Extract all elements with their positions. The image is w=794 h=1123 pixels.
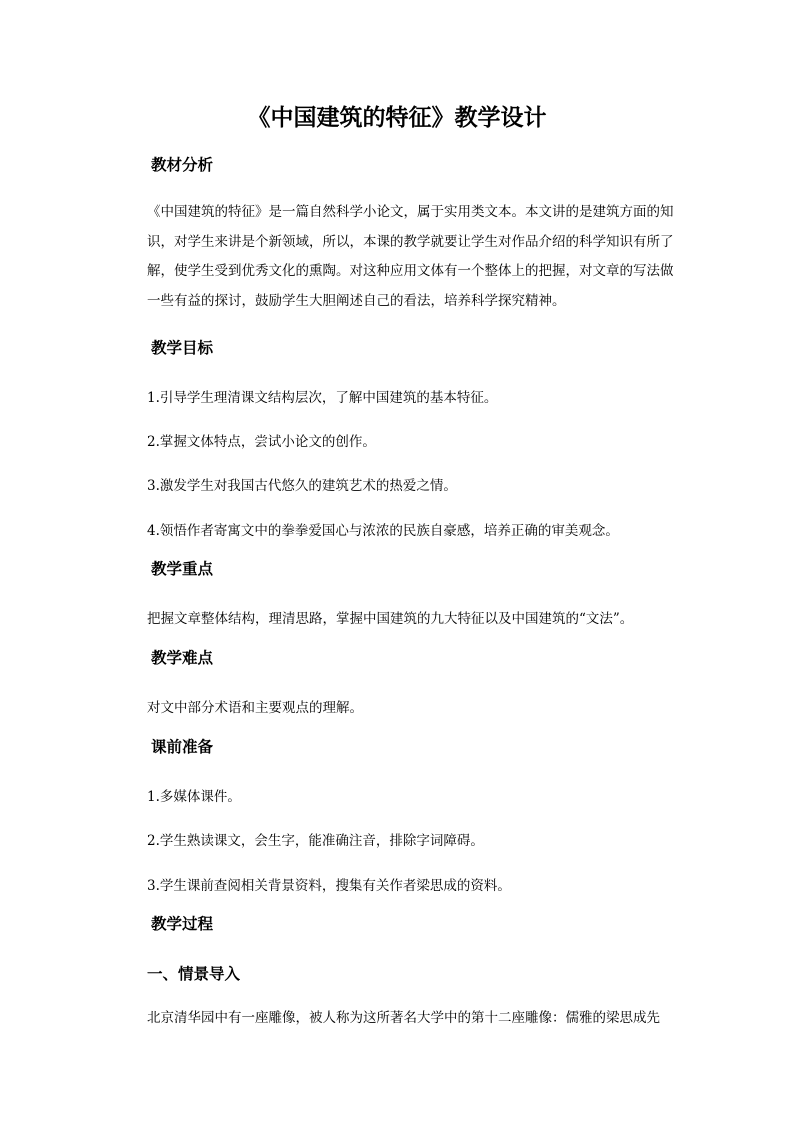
heading-teaching-process: 教学过程 (151, 914, 214, 933)
textbook-analysis-text: 《中国建筑的特征》是一篇自然科学小论文，属于实用类文本。本文讲的是建筑方面的知识，对学生来讲是个新领域，所以，本课的教学就要让学生对作品介绍的科学知识有所了解，使学生受到优秀文化的熏陶。对这种应用文体有一个整体上的把握，对文章的写法做一些有益的探讨，鼓励学生大胆阐述自己的看法，培养科学探究精神。 (147, 204, 674, 309)
heading-teaching-focus: 教学重点 (151, 559, 214, 578)
preparation-item-3: 3.学生课前查阅相关背景资料，搜集有关作者梁思成的资料。 (147, 878, 511, 894)
goal-item-1: 1.引导学生理清课文结构层次，了解中国建筑的基本特征。 (147, 390, 498, 406)
goal-item-2: 2.掌握文体特点，尝试小论文的创作。 (147, 434, 376, 450)
textbook-analysis-paragraph (147, 198, 677, 316)
subheading-scene-intro: 一、情景导入 (147, 964, 241, 983)
heading-textbook-analysis: 教材分析 (151, 155, 214, 174)
preparation-item-2: 2.学生熟读课文，会生字，能准确注音，排除字词障碍。 (147, 833, 484, 849)
heading-preparation: 课前准备 (151, 737, 214, 756)
scene-intro-text: 北京清华园中有一座雕像，被人称为这所著名大学中的第十二座雕像：儒雅的梁思成先 (147, 1010, 660, 1026)
teaching-focus-text: 把握文章整体结构，理清思路，掌握中国建筑的九大特征以及中国建筑的“文法”。 (147, 611, 634, 627)
goal-item-4: 4.领悟作者寄寓文中的拳拳爱国心与浓浓的民族自豪感，培养正确的审美观念。 (147, 523, 619, 539)
heading-teaching-difficulty: 教学难点 (151, 648, 214, 667)
goal-item-3: 3.激发学生对我国古代悠久的建筑艺术的热爱之情。 (147, 478, 457, 494)
preparation-item-1: 1.多媒体课件。 (147, 789, 241, 805)
teaching-difficulty-text: 对文中部分术语和主要观点的理解。 (147, 700, 363, 716)
heading-teaching-goals: 教学目标 (151, 338, 214, 357)
document-title: 《中国建筑的特征》教学设计 (247, 104, 547, 131)
